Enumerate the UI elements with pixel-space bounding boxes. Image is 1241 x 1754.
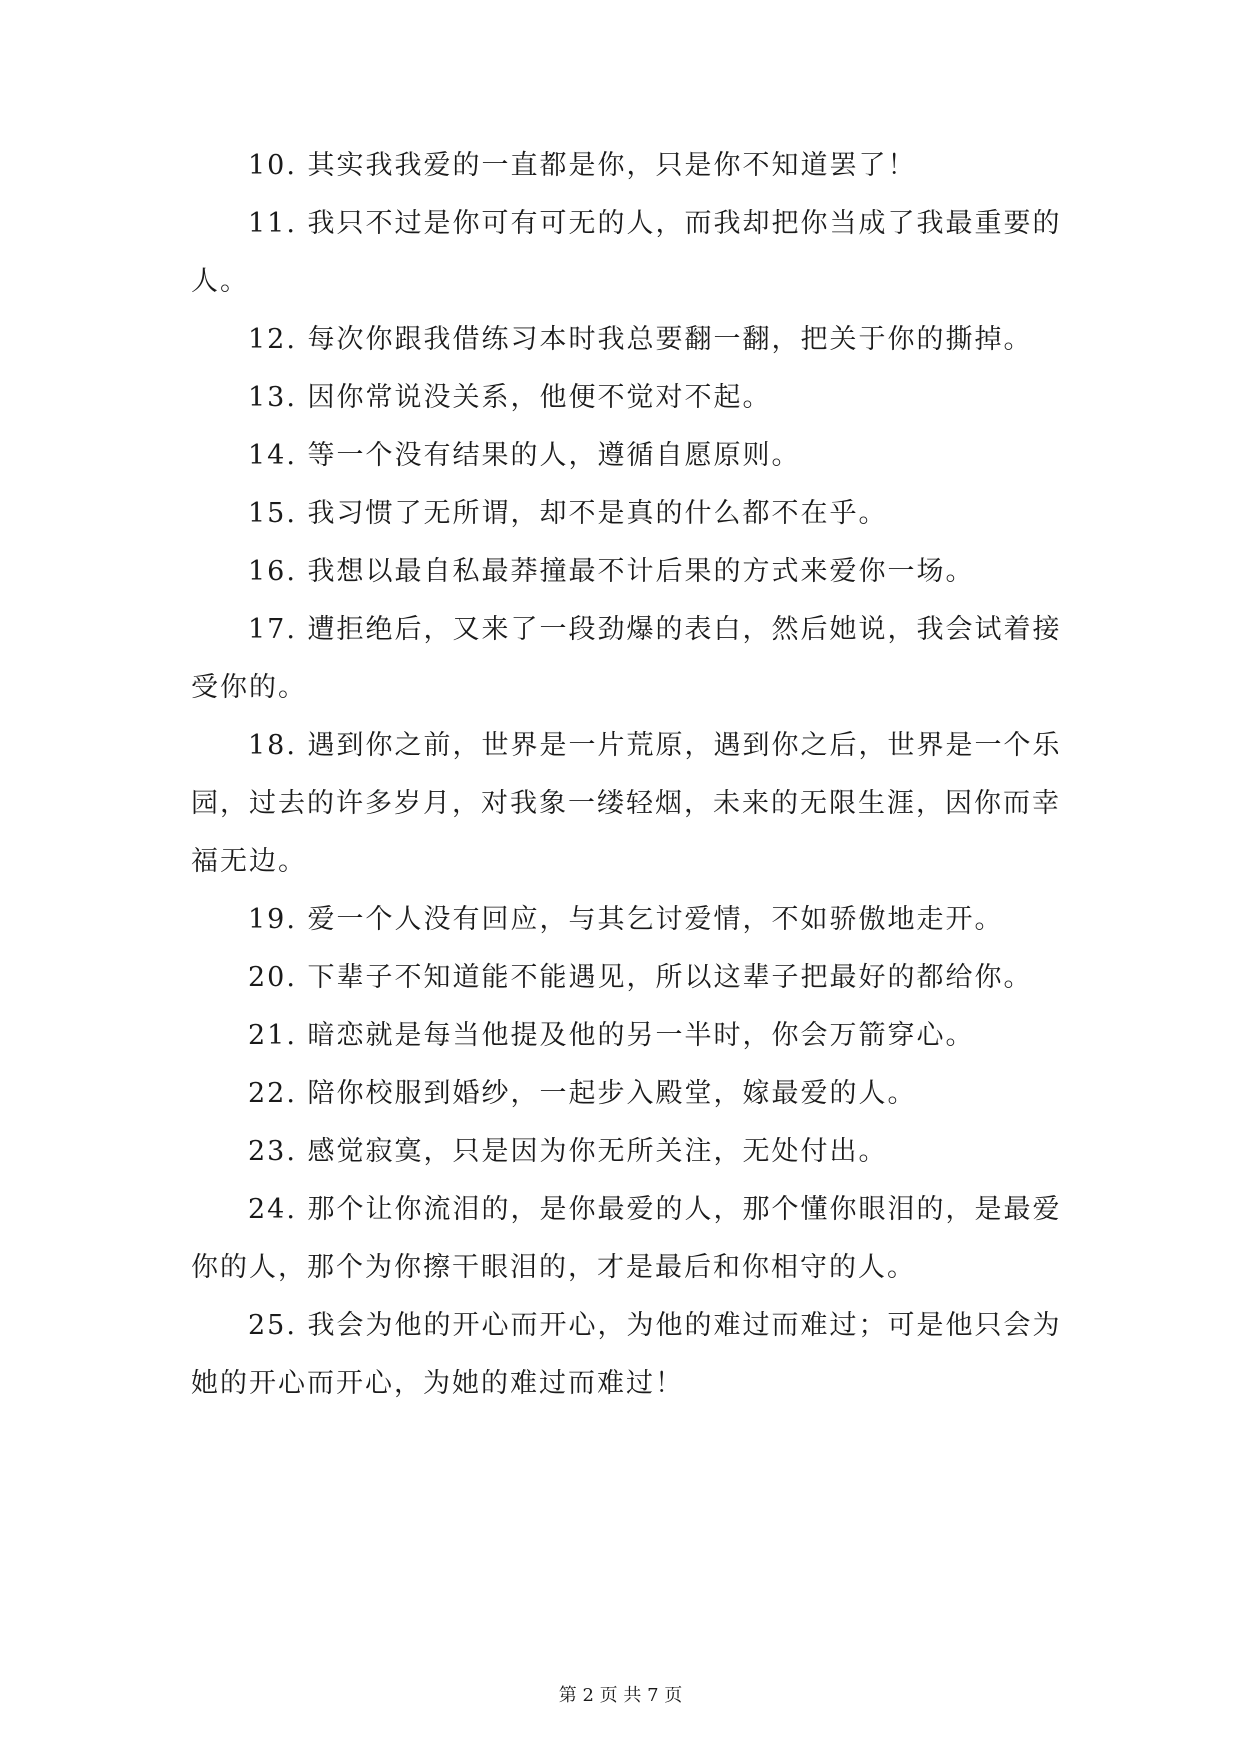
quote-16: 16. 我想以最自私最莽撞最不计后果的方式来爱你一场。 — [248, 556, 975, 587]
quote-14: 14. 等一个没有结果的人，遵循自愿原则。 — [248, 440, 801, 471]
quote-22: 22. 陪你校服到婚纱，一起步入殿堂，嫁最爱的人。 — [248, 1078, 917, 1109]
quote-13: 13. 因你常说没关系，他便不觉对不起。 — [248, 382, 772, 413]
quote-21: 21. 暗恋就是每当他提及他的另一半时，你会万箭穿心。 — [248, 1020, 975, 1051]
quote-18: 18. 遇到你之前，世界是一片荒原，遇到你之后，世界是一个乐 — [248, 730, 1062, 761]
quote-18-continued-2: 福无边。 — [191, 846, 307, 877]
quote-24-continued: 你的人，那个为你擦干眼泪的，才是最后和你相守的人。 — [191, 1252, 916, 1283]
quote-17-continued: 受你的。 — [191, 672, 307, 703]
quote-25-continued: 她的开心而开心，为她的难过而难过！ — [191, 1368, 684, 1399]
quote-20: 20. 下辈子不知道能不能遇见，所以这辈子把最好的都给你。 — [248, 962, 1033, 993]
quote-25: 25. 我会为他的开心而开心，为他的难过而难过；可是他只会为 — [248, 1310, 1062, 1341]
quote-24: 24. 那个让你流泪的，是你最爱的人，那个懂你眼泪的，是最爱 — [248, 1194, 1062, 1225]
quote-18-continued-1: 园，过去的许多岁月，对我象一缕轻烟，未来的无限生涯，因你而幸 — [191, 788, 1061, 819]
quote-17: 17. 遭拒绝后，又来了一段劲爆的表白，然后她说，我会试着接 — [248, 614, 1062, 645]
quote-11: 11. 我只不过是你可有可无的人，而我却把你当成了我最重要的 — [248, 208, 1062, 239]
quote-23: 23. 感觉寂寞，只是因为你无所关注，无处付出。 — [248, 1136, 888, 1167]
quote-10: 10. 其实我我爱的一直都是你，只是你不知道罢了！ — [248, 150, 917, 181]
page-number-footer: 第 2 页 共 7 页 — [558, 1685, 683, 1706]
quote-12: 12. 每次你跟我借练习本时我总要翻一翻，把关于你的撕掉。 — [248, 324, 1033, 355]
quote-19: 19. 爱一个人没有回应，与其乞讨爱情，不如骄傲地走开。 — [248, 904, 1004, 935]
quote-15: 15. 我习惯了无所谓，却不是真的什么都不在乎。 — [248, 498, 888, 529]
quote-11-continued: 人。 — [191, 266, 249, 297]
